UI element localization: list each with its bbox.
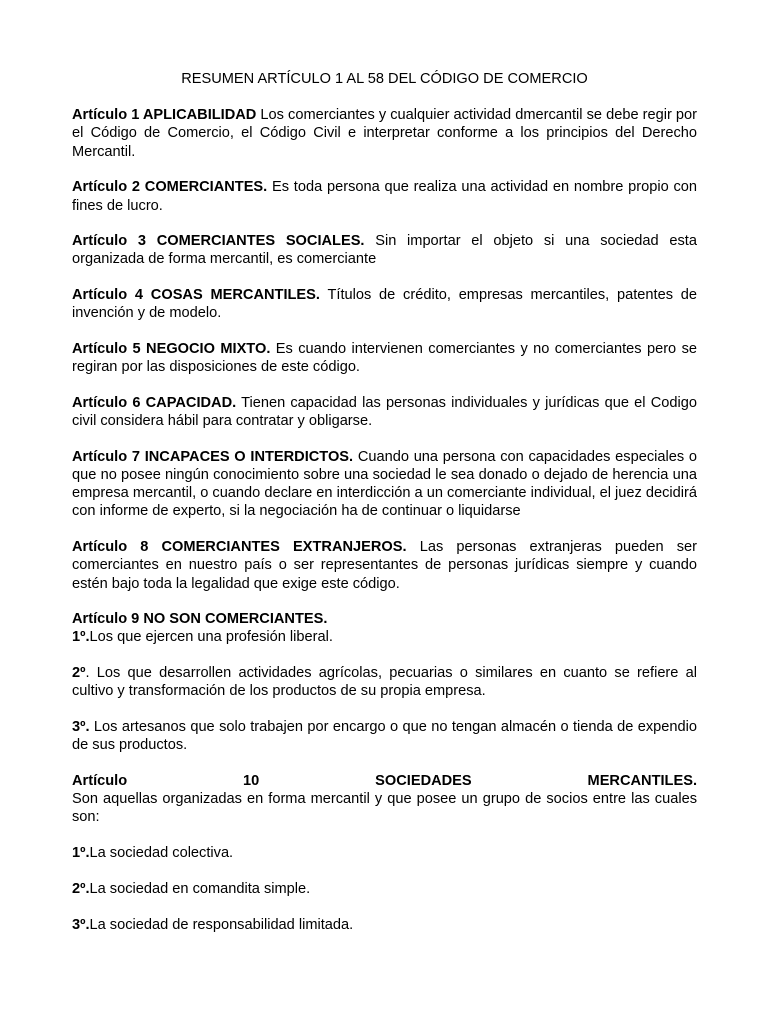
article-5 [72,340,697,376]
list-item-number: 3º. [72,719,90,736]
article-text: Tienen capacidad las personas individuales y jurídicas que el Codigo civil considera hábil para contratar y obligarse. [72,394,697,430]
article-text: Es toda persona que realiza una actividad en nombre propio con fines de lucro. [72,179,697,214]
article-heading: Artículo 6 CAPACIDAD. [72,394,237,411]
list-item [72,880,697,898]
article-heading: Artículo 2 COMERCIANTES. [72,179,268,196]
list-item-number: 1º. [72,845,90,862]
article-8 [72,538,697,593]
list-item [72,628,697,646]
article-heading-text: Artículo 9 NO SON COMERCIANTES. [72,611,328,628]
article-heading: Artículo 5 NEGOCIO MIXTO. [72,341,271,358]
list-item-number: 1º. [72,629,90,646]
article-heading [72,610,697,628]
article-3 [72,232,697,268]
list-item-number: 3º. [72,916,90,933]
article-10 [72,772,697,934]
list-item-text: La sociedad de responsabilidad limitada. [89,916,354,933]
article-text: Sin importar el objeto si una sociedad esta organizada de forma mercantil, es comerciante [72,233,697,268]
article-7 [72,448,697,521]
article-1 [72,106,697,161]
article-4 [72,286,697,322]
article-heading: Artículo 1 APLICABILIDAD [72,107,257,124]
article-heading: Artículo 8 COMERCIANTES EXTRANJEROS. [72,539,407,556]
article-heading: Artículo 4 COSAS MERCANTILES. [72,287,320,304]
article-9 [72,610,697,754]
document-title: RESUMEN ARTÍCULO 1 AL 58 DEL CÓDIGO DE COMERCIO [181,71,588,87]
article-text: Los comerciantes y cualquier actividad dmercantil se debe regir por el Código de Comercio, el Código Civil e interpretar conforme a los principios del Derecho Mercantil. [72,107,697,160]
article-heading: Artículo 3 COMERCIANTES SOCIALES. [72,233,365,250]
article-text: Son aquellas organizadas en forma mercantil y que posee un grupo de socios entre las cuales son: [72,791,697,826]
article-text: Títulos de crédito, empresas mercantiles, patentes de invención y de modelo. [72,287,697,322]
list-item [72,916,697,934]
article-heading-text: Artículo 10 SOCIEDADES MERCANTILES. [72,772,697,789]
list-item-text: La sociedad colectiva. [89,845,234,862]
list-item-number: 2º. [72,880,90,897]
list-item [72,664,697,700]
article-6 [72,394,697,430]
article-text: Es cuando intervienen comerciantes y no comerciantes pero se regiran por las disposiciones de este código. [72,341,697,376]
list-item [72,844,697,862]
list-item [72,718,697,754]
document-page [72,70,697,951]
list-item-text: Los artesanos que solo trabajen por encargo o que no tengan almacén o tienda de expendio de sus productos. [72,719,697,754]
list-item-text: La sociedad en comandita simple. [89,880,311,897]
article-text: Las personas extranjeras pueden ser comerciantes en nuestro país o ser representantes de personas jurídicas siempre y cuando estén bajo toda la legalidad que exige este código. [72,539,697,592]
list-item-number: 2º [72,665,86,682]
list-item-text: . Los que desarrollen actividades agrícolas, pecuarias o similares en cuanto se refiere al cultivo y transformación de los productos de su propia empresa. [72,665,697,700]
article-heading: Artículo 7 INCAPACES O INTERDICTOS. [72,448,354,465]
article-text: Cuando una persona con capacidades especiales o que no posee ningún conocimiento sobre una sociedad le sea donado o dejado de herencia una empresa mercantil, o cuando declare en interdicción a un comerciante individual, el juez decidirá con informe de experto, si la negociación ha de continuar o liquidarse [72,448,697,520]
article-2 [72,178,697,214]
article-heading [72,772,697,790]
list-item-text: Los que ejercen una profesión liberal. [89,629,333,646]
